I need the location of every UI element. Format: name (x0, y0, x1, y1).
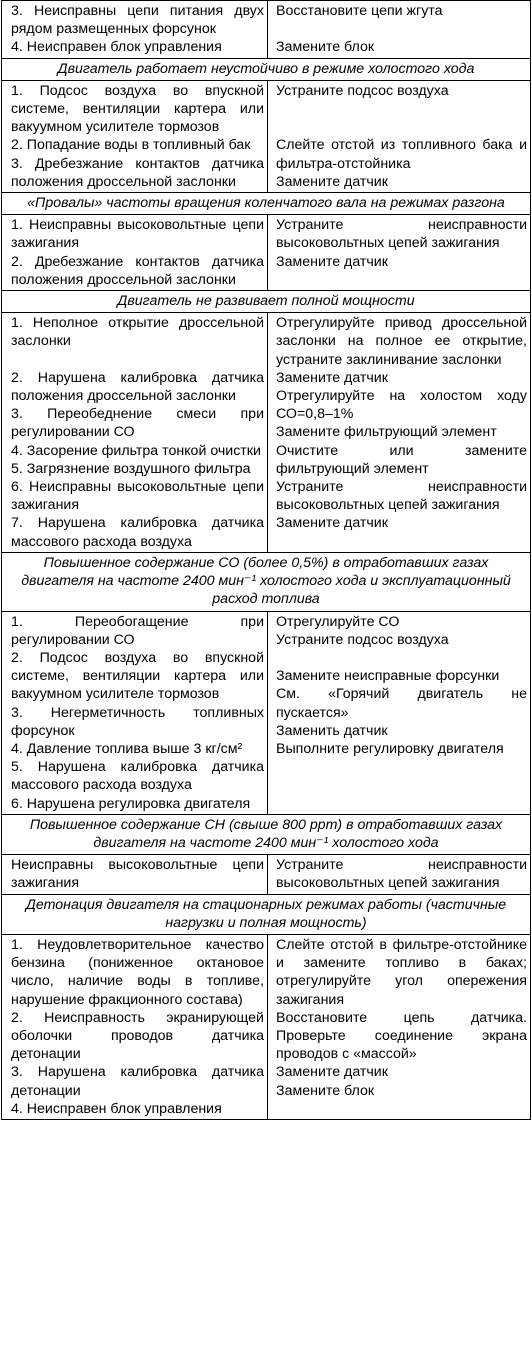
remedy-text: Отрегулируйте СО (276, 613, 400, 630)
cause-text: 5. Загрязнение воздушного фильтра (11, 460, 251, 477)
cause-text: 6. Неисправны высоковольтные цепи зажигания (11, 479, 264, 514)
remedies-cell (268, 215, 531, 291)
fault-row (2, 80, 531, 192)
cause-text: 3. Негерметичность топливных форсунок (11, 704, 264, 739)
section-header-row (2, 814, 531, 854)
cause-text: 1. Неисправны высоковольтные цепи зажигания (11, 217, 264, 252)
cause-text: 3. Неисправны цепи питания двух рядом размещенных форсунок (11, 3, 264, 38)
cause-text: 2. Нарушена калибровка датчика положения дроссельной заслонки (11, 369, 264, 405)
section-header-row (2, 193, 531, 215)
remedy-text: Отрегулируйте привод дроссельной заслонки на полное ее открытие, устраните заклинивание заслонки (276, 315, 527, 368)
section-title: Повышенное содержание СО (более 0,5%) в отработавших газах двигателя на частоте 2400 мин⁻¹ холостого хода и эксплуатационный расход топлива (2, 552, 531, 611)
remedies-cell (268, 313, 531, 553)
section-header-row (2, 894, 531, 934)
remedy-text: Слейте отстой в фильтре-отстойнике и замените топливо в баках; отрегулируйте угол опережения зажигания (276, 936, 527, 1008)
section-title: Детонация двигателя на стационарных режимах работы (частичные нагрузки и полная мощность) (2, 894, 531, 934)
cause-text: 3. Нарушена калибровка датчика детонации (11, 1064, 264, 1099)
cause-text: Неисправны высоковольтные цепи зажигания (11, 857, 264, 892)
remedy-text: Замените датчик (276, 253, 388, 270)
remedy-text: Замените блок (276, 1082, 375, 1099)
fault-row (2, 611, 531, 814)
causes-cell (2, 80, 268, 192)
causes-cell (2, 855, 268, 894)
cause-text: 1. Неудовлетворительное качество бензина (пониженное октановое число, наличие воды в топливе, нарушение фракционного состава) (11, 936, 264, 1008)
cause-text: 4. Неисправен блок управления (11, 39, 222, 56)
remedy-text: Устраните неисправности высоковольтных цепей зажигания (276, 479, 527, 514)
remedy-text: Заменить датчик (276, 722, 388, 739)
remedy-text: Замените фильтрующий элемент (276, 424, 497, 441)
cause-text: 7. Нарушена калибровка датчика массового расхода воздуха (11, 515, 264, 550)
remedy-text: Восстановите цепи жгута (276, 3, 443, 19)
cause-text: 3. Дребезжание контактов датчика положения дроссельной заслонки (11, 155, 264, 190)
cause-text: 4. Засорение фильтра тонкой очистки (11, 442, 261, 459)
causes-cell (2, 934, 268, 1119)
remedy-text: Замените неисправные форсунки (276, 668, 500, 685)
cause-text: 1. Неполное открытие дроссельной заслонки (11, 315, 264, 350)
section-header-row (2, 552, 531, 611)
remedy-text: Слейте отстой из топливного бака и фильтра-отстойника (276, 137, 527, 172)
causes-cell (2, 1, 268, 59)
remedy-text: Отрегулируйте на холостом ходу СО=0,8–1% (276, 388, 527, 423)
fault-row (2, 934, 531, 1119)
remedy-text: Замените датчик (276, 369, 388, 386)
section-title: Двигатель не развивает полной мощности (2, 291, 531, 313)
cause-text: 6. Нарушена регулировка двигателя (11, 795, 251, 812)
section-header-row (2, 58, 531, 80)
remedy-text: Замените датчик (276, 173, 388, 190)
troubleshooting-table-body (2, 1, 531, 1120)
causes-cell (2, 313, 268, 553)
remedy-text: Устраните подсос воздуха (276, 631, 449, 648)
remedies-cell (268, 80, 531, 192)
remedy-text: Устраните неисправности высоковольтных цепей зажигания (276, 857, 527, 892)
fault-row (2, 215, 531, 291)
remedy-text: Очистите или замените фильтрующий элемент (276, 442, 527, 477)
remedies-cell (268, 855, 531, 894)
cause-text: 4. Неисправен блок управления (11, 1100, 222, 1117)
cause-text: 3. Переобеднение смеси при регулировании СО (11, 406, 264, 441)
remedy-text: Выполните регулировку двигателя (276, 740, 504, 757)
section-header-row (2, 291, 531, 313)
troubleshooting-table (1, 0, 531, 1120)
fault-row (2, 313, 531, 553)
remedy-text: Замените блок (276, 39, 375, 56)
cause-text: 2. Дребезжание контактов датчика положения дроссельной заслонки (11, 253, 264, 288)
remedy-text: Замените датчик (276, 515, 388, 532)
remedy-text: Восстановите цепь датчика. Проверьте соединение экрана проводов с «массой» (276, 1009, 527, 1063)
cause-text: 5. Нарушена калибровка датчика массового расхода воздуха (11, 759, 264, 794)
remedies-cell (268, 934, 531, 1119)
remedy-text: См. «Горячий двигатель не пускается» (276, 686, 527, 721)
cause-text: 2. Подсос воздуха во впускной системе, вентиляции картера или вакуумном усилителе тормозов (11, 649, 264, 703)
causes-cell (2, 611, 268, 814)
cause-text: 1. Подсос воздуха во впускной системе, вентиляции картера или вакуумном усилителе тормозов (11, 82, 264, 136)
remedy-text: Замените датчик (276, 1064, 388, 1081)
fault-row (2, 1, 531, 59)
causes-cell (2, 215, 268, 291)
cause-text: 2. Неисправность экранирующей оболочки проводов датчика детонации (11, 1009, 264, 1063)
section-title: «Провалы» частоты вращения коленчатого вала на режимах разгона (2, 193, 531, 215)
section-title: Повышенное содержание СН (свыше 800 ppm) в отработавших газах двигателя на частоте 2400 мин⁻¹ холостого хода (2, 814, 531, 854)
remedy-text: Устраните подсос воздуха (276, 82, 449, 99)
remedies-cell (268, 1, 531, 59)
section-title: Двигатель работает неустойчиво в режиме холостого хода (2, 58, 531, 80)
cause-text: 4. Давление топлива выше 3 кг/см² (11, 740, 243, 757)
cause-text: 2. Попадание воды в топливный бак (11, 137, 251, 154)
fault-row (2, 855, 531, 894)
remedies-cell (268, 611, 531, 814)
cause-text: 1. Переобогащение при регулировании СО (11, 613, 264, 648)
remedy-text: Устраните неисправности высоковольтных цепей зажигания (276, 217, 527, 252)
